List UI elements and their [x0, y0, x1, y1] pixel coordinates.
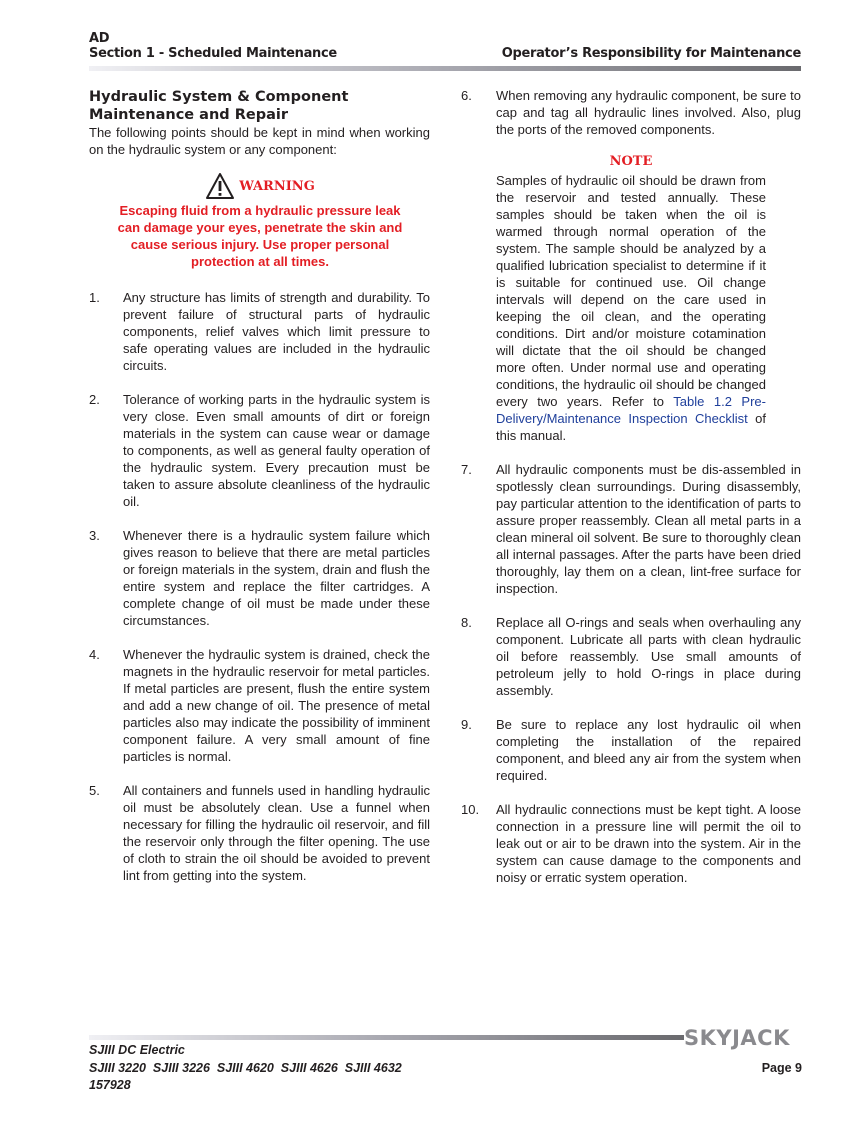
note-text: Samples of hydraulic oil should be drawn from the reservoir and tested annually. These samples should be taken when the oil is warmed through normal operation of the system. The sample should be analyzed by a qualified lubrication specialist to determine if it is suitable for continued use. Oil change intervals will depend on the care used in keeping the oil clean, and the operating conditions. Dirt and/or moisture cotamination will dictate that the oil should be changed more often. Under normal use and operating conditions, the hydraulic oil should be changed every two years. Refer to — [496, 173, 766, 409]
list-item — [461, 87, 801, 138]
item-number: 8. — [461, 615, 472, 630]
note-box — [496, 172, 766, 444]
item-text: Replace all O-rings and seals when overhauling any component. Lubricate all parts with clean hydraulic oil before reassembly. Use small amounts of petroleum jelly to hold O-rings in place during assembly. — [496, 615, 801, 698]
list-item — [89, 289, 430, 374]
warning-triangle-icon — [205, 172, 235, 200]
list-item — [89, 391, 430, 510]
item-text: Any structure has limits of strength and durability. To prevent failure of structural parts of hydraulic components, relief valves which limit pressure to safe operating values are included in the hydraulic circuits. — [123, 290, 430, 373]
footer-part-number: 157928 — [89, 1078, 131, 1092]
warning-box — [110, 172, 410, 270]
item-number: 1. — [89, 290, 100, 305]
item-number: 3. — [89, 528, 100, 543]
footer-product: SJIII DC Electric — [89, 1043, 185, 1057]
note-text-end: of this manual. — [496, 411, 766, 443]
item-number: 9. — [461, 717, 472, 732]
list-item — [89, 782, 430, 884]
item-text: All containers and funnels used in handling hydraulic oil must be absolutely clean. Use a funnel when necessary for filling the hydraulic oil reservoir, and fill the reservoir only through the filter opening. The use of cloth to strain the oil should be avoided to prevent lint from getting into the system. — [123, 783, 430, 883]
page-number: Page 9 — [761, 1061, 802, 1075]
item-number: 4. — [89, 647, 100, 662]
list-item — [461, 801, 801, 886]
list-item — [89, 527, 430, 629]
item-text: Tolerance of working parts in the hydraulic system is very close. Even small amounts of dirt or foreign materials in the system can cause wear or damage to components, as well as general faulty operation of the hydraulic system. Every precaution must be taken to assure absolute cleanliness of the hydraulic oil. — [123, 392, 430, 509]
warning-label: WARNING — [239, 178, 315, 194]
item-text: When removing any hydraulic component, be sure to cap and tag all hydraulic lines involved. Also, plug the ports of the removed components. — [496, 88, 801, 137]
list-item — [461, 461, 801, 597]
item-number: 6. — [461, 88, 472, 103]
item-number: 2. — [89, 392, 100, 407]
list-item — [89, 646, 430, 765]
checklist-link[interactable]: Table 1.2 Pre-Delivery/Maintenance Inspection Checklist — [496, 394, 766, 426]
item-text: Whenever there is a hydraulic system failure which gives reason to believe that there are metal particles or foreign materials in the system, drain and flush the entire system and replace the filter cartridges. A complete change of oil must be made under these circumstances. — [123, 528, 430, 628]
header-chapter: Operator’s Responsibility for Maintenance — [501, 46, 801, 61]
list-item — [461, 716, 801, 784]
header-divider — [89, 66, 801, 71]
note-label: NOTE — [609, 154, 653, 169]
item-number: 10. — [461, 802, 480, 817]
footer-models: SJIII 3220 SJIII 3226 SJIII 4620 SJIII 4626 SJIII 4632 — [89, 1061, 402, 1075]
section-title: Hydraulic System & Component Maintenance and Repair — [89, 89, 349, 123]
item-text: All hydraulic components must be dis-assembled in spotlessly clean surroundings. During disassembly, pay particular attention to the identification of parts to assure proper reassembly. Clean all metal parts in a clean mineral oil solvent. Be sure to thoroughly clean all internal passages. After the parts have been dried thoroughly, lay them on a clean, lint-free surface for inspection. — [496, 462, 801, 596]
intro-text: The following points should be kept in mind when working on the hydraulic system or any component: — [89, 125, 430, 157]
list-item — [461, 614, 801, 699]
header-code: AD — [89, 31, 110, 46]
warning-text: Escaping fluid from a hydraulic pressure leak can damage your eyes, penetrate the skin and cause serious injury. Use proper personal protection at all times. — [117, 203, 403, 269]
item-number: 5. — [89, 783, 100, 798]
item-text: All hydraulic connections must be kept tight. A loose connection in a pressure line will permit the oil to leak out or air to be drawn into the system. Air in the system can cause damage to the components and noisy or erratic system operation. — [496, 802, 801, 885]
header-section: Section 1 - Scheduled Maintenance — [89, 46, 337, 61]
skyjack-logo: SKYJACK — [684, 1026, 790, 1050]
item-number: 7. — [461, 462, 472, 477]
footer-divider — [89, 1035, 684, 1040]
item-text: Whenever the hydraulic system is drained, check the magnets in the hydraulic reservoir for metal particles. If metal particles are present, flush the entire system and add a new change of oil. The presence of metal particles also may indicate the possibility of imminent component failure. A very small amount of fine particles is normal. — [123, 647, 430, 764]
item-text: Be sure to replace any lost hydraulic oil when completing the installation of the repaired component, and bleed any air from the system when required. — [496, 717, 801, 783]
